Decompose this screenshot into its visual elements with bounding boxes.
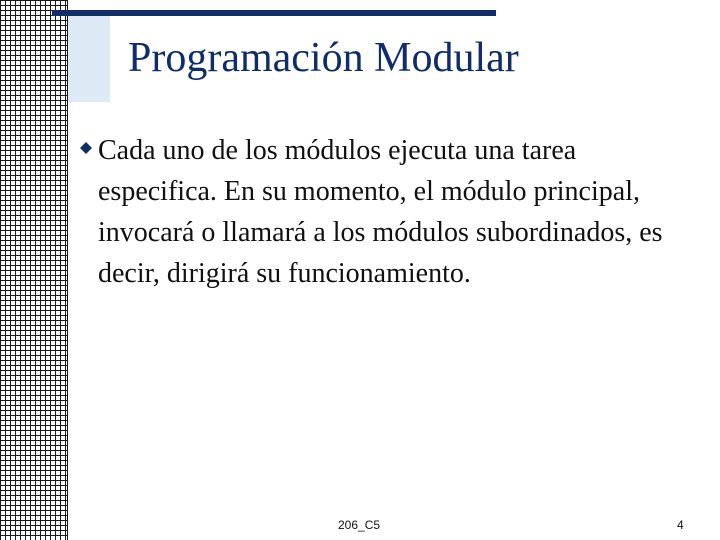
title-accent-block: [68, 14, 110, 102]
slide-title: Programación Modular: [128, 35, 519, 81]
bullet-text: Cada uno de los módulos ejecuta una tarea especifica. En su momento, el módulo principal, invocará o llamará a los módulos subordinados, es decir, dirigirá su funcionamiento.: [98, 135, 663, 289]
footer-code: 206_C5: [338, 518, 381, 532]
diamond-bullet-icon: [80, 142, 92, 154]
left-grid-decoration: [0, 0, 68, 540]
top-accent-bar: [52, 10, 496, 16]
slide-number: 4: [677, 518, 684, 532]
